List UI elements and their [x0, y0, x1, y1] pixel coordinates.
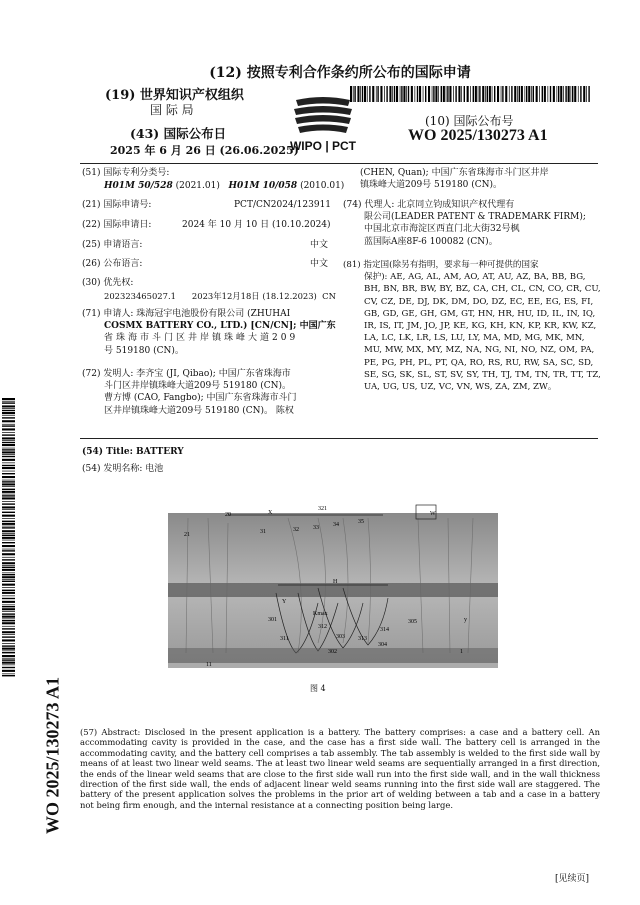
- barcode-bar: [392, 86, 393, 102]
- barcode-bar: [369, 86, 370, 102]
- barcode-bar: [2, 674, 15, 675]
- barcode-bar: [565, 86, 566, 102]
- barcode-bar: [536, 86, 538, 102]
- barcode-bar: [467, 86, 469, 102]
- barcode-bar: [544, 86, 546, 102]
- barcode-bar: [2, 533, 15, 534]
- figure-label: 20: [225, 512, 231, 518]
- barcode-bar: [2, 598, 15, 599]
- barcode-bar: [423, 86, 424, 102]
- document-title: (12) 按照专利合作条约所公布的国际申请: [209, 65, 471, 81]
- barcode-bar: [2, 440, 15, 441]
- barcode-bar: [417, 86, 418, 102]
- barcode-bar: [492, 86, 493, 102]
- barcode-bar: [514, 86, 516, 102]
- barcode-bar: [438, 86, 439, 102]
- barcode-bar: [447, 86, 448, 102]
- barcode-bar: [2, 459, 15, 461]
- barcode-bar: [2, 491, 15, 493]
- field-74: (74) 代理人: 北京同立钧成知识产权代理有 限公司(LEADER PATENT & TRADEMARK FIRM); 中国北京市海淀区西直门北大街32号枫 蓝国际A座8F-6 100082 (CN)。: [343, 200, 586, 247]
- barcode-bar: [464, 86, 465, 102]
- barcode-bar: [572, 86, 573, 102]
- barcode-bar: [2, 631, 15, 633]
- barcode-bar: [2, 619, 15, 620]
- header-divider: [80, 163, 598, 164]
- barcode-bar: [2, 587, 15, 588]
- barcode-bar: [376, 86, 377, 102]
- barcode-bar: [487, 86, 488, 102]
- barcode-bar: [2, 428, 15, 430]
- field-81: (81) 指定国(除另有指明，要求每一种可提供的国家 保护): AE, AG, AL, AM, AO, AT, AU, AZ, BA, BB, BG, BH, BN, BR, BW, BY, BZ, CA, CH, CL, CN, CO, CR, CU, CV, CZ, DE, DJ, DK, DM, DO, DZ, EC, EE, EG, ES, FI, GB, GD, GE, GH, GM, GT, HN, HR, HU, ID, IL, IN, IQ, IR, IS, IT, JM, JO, JP, KE, KG, KH, KN, KP, KR, KW, KZ, LA, LC, LK, LR, LS, LU, LY, MA, MD, MG, MK, MN, MU, MW, MX, MY, MZ, NA, NG, NI, NO, NZ, OM, PA, PE, PG, PH, PL, PT, QA, RO, RS, RU, RW, SA, SC, SD, SE, SG, SK, SL, ST, SV, SY, TH, TJ, TM, TN, TR, TT, TZ, UA, UG, US, UZ, VC, VN, WS, ZA, ZM, ZW。: [343, 260, 601, 393]
- barcode-bar: [2, 596, 15, 597]
- figure-label: 1: [460, 649, 463, 655]
- weld-micrograph: [168, 503, 498, 675]
- barcode-bar: [571, 86, 572, 102]
- barcode-bar: [2, 611, 15, 612]
- barcode-bar: [2, 658, 15, 659]
- pub-date-label: (43) 国际公布日: [130, 126, 227, 141]
- barcode-bar: [2, 530, 15, 532]
- figure-label: 35: [358, 519, 364, 525]
- barcode-bar: [2, 545, 15, 547]
- barcode-bar: [2, 655, 15, 657]
- barcode-bar: [2, 639, 15, 641]
- barcode-bar: [509, 86, 510, 102]
- barcode-bar: [2, 574, 15, 575]
- barcode-bar: [2, 497, 15, 499]
- barcode-bar: [558, 86, 559, 102]
- barcode-bar: [441, 86, 442, 102]
- barcode-bar: [408, 86, 409, 102]
- barcode-bar: [2, 501, 15, 502]
- barcode-bar: [2, 494, 15, 495]
- barcode-bar: [2, 410, 15, 411]
- barcode-bar: [517, 86, 518, 102]
- barcode-bar: [470, 86, 471, 102]
- barcode-bar: [425, 86, 426, 102]
- figure-label: Y: [282, 599, 287, 605]
- field-22-label: (22) 国际申请日:: [82, 220, 152, 230]
- field-30-value: 202323465027.1 2023年12月18日 (18.12.2023) CN: [104, 291, 336, 301]
- barcode-bar: [521, 86, 523, 102]
- barcode-bar: [479, 86, 480, 102]
- barcode-bar: [548, 86, 549, 102]
- barcode-bar: [2, 549, 15, 550]
- pub-no: WO 2025/130273 A1: [408, 127, 548, 144]
- barcode-bar: [2, 559, 15, 560]
- barcode-bar: [2, 432, 15, 433]
- title-en: (54) Title: BATTERY: [82, 447, 184, 457]
- barcode-bar: [478, 86, 479, 102]
- barcode-bar: [2, 442, 15, 443]
- org-name: (19) 世界知识产权组织: [105, 88, 244, 103]
- barcode-bar: [2, 476, 15, 478]
- figure-caption: 图 4: [310, 684, 326, 693]
- barcode-bar: [2, 667, 15, 668]
- barcode-bar: [568, 86, 570, 102]
- figure-label: W: [430, 511, 436, 517]
- barcode-bar: [473, 86, 474, 102]
- barcode-bar: [2, 420, 15, 422]
- figure-label: H: [333, 579, 338, 585]
- barcode-bar: [2, 456, 15, 457]
- barcode-bar: [560, 86, 562, 102]
- barcode-bar: [2, 620, 15, 621]
- barcode-bar: [2, 628, 15, 629]
- figure-label: 34: [333, 522, 339, 528]
- barcode-bar: [2, 540, 15, 541]
- figure-label: X: [268, 510, 273, 516]
- barcode-bar: [419, 86, 421, 102]
- barcode-bar: [2, 526, 15, 527]
- barcode-bar: [377, 86, 378, 102]
- barcode-bar: [433, 86, 434, 102]
- barcode-bar: [2, 670, 15, 672]
- barcode-bar: [2, 506, 15, 508]
- barcode-bar: [2, 448, 15, 449]
- figure-label: 304: [378, 642, 387, 648]
- barcode-bar: [432, 86, 433, 102]
- barcode-bar: [2, 437, 15, 439]
- barcode-bar: [455, 86, 456, 102]
- barcode-bar: [511, 86, 512, 102]
- figure-label: 313: [358, 636, 367, 642]
- barcode-bar: [2, 675, 15, 676]
- barcode-bar: [2, 483, 15, 485]
- field-21-value: PCT/CN2024/123911: [234, 200, 332, 210]
- barcode-bar: [539, 86, 540, 102]
- barcode-bar: [2, 495, 15, 496]
- field-71: (71) 申请人: 珠海冠宇电池股份有限公司 (ZHUHAI COSMX BATTERY CO., LTD.) [CN/CN]; 中国广东 省珠海市斗门区井岸镇珠峰大道209 号 519180 (CN)。: [82, 309, 336, 356]
- barcode-bar: [2, 613, 15, 614]
- barcode-bar: [2, 659, 15, 660]
- barcode-bar: [2, 605, 15, 606]
- figure-label: 311: [280, 636, 289, 642]
- barcode-bar: [384, 86, 385, 102]
- barcode-bar: [2, 634, 15, 635]
- barcode-bar: [2, 581, 15, 582]
- barcode-bar: [2, 569, 15, 571]
- field-26-label: (26) 公布语言:: [82, 259, 143, 269]
- barcode-bar: [2, 415, 15, 416]
- barcode-bar: [2, 592, 15, 594]
- barcode-bar: [497, 86, 499, 102]
- barcode-bar: [2, 645, 15, 646]
- barcode-bar: [428, 86, 430, 102]
- barcode-bar: [2, 444, 15, 446]
- barcode-side-icon: [2, 398, 15, 678]
- barcode-bar: [505, 86, 507, 102]
- barcode-bar: [406, 86, 407, 102]
- barcode-bar: [2, 424, 15, 425]
- barcode-bar: [2, 512, 15, 513]
- barcode-bar: [533, 86, 534, 102]
- figure-label: 11: [206, 662, 212, 668]
- barcode-bar: [2, 515, 15, 517]
- figure-label: 31: [260, 529, 266, 535]
- barcode-bar: [403, 86, 405, 102]
- barcode-bar: [2, 662, 15, 664]
- barcode-bar: [2, 648, 15, 650]
- figure-label: 303: [336, 634, 345, 640]
- barcode-bar: [526, 86, 527, 102]
- barcode-bar: [494, 86, 495, 102]
- figure-label: 301: [268, 617, 277, 623]
- figure-label: y: [464, 617, 467, 623]
- barcode-bar: [2, 521, 15, 522]
- barcode-bar: [2, 503, 15, 504]
- barcode-bar: [2, 542, 15, 543]
- barcode-bar: [446, 86, 447, 102]
- barcode-bar: [2, 402, 15, 403]
- barcode-bar: [380, 86, 382, 102]
- barcode-bar: [2, 449, 15, 450]
- barcode-bar: [2, 651, 15, 652]
- field-25-label: (25) 申请语言:: [82, 240, 143, 250]
- barcode-bar: [553, 86, 555, 102]
- barcode-bar: [2, 665, 15, 666]
- barcode-bar: [2, 481, 15, 482]
- barcode-bar: [2, 467, 15, 469]
- barcode-bar: [528, 86, 530, 102]
- barcode-bar: [2, 537, 15, 539]
- pub-date: 2025 年 6 月 26 日 (26.06.2025): [110, 144, 299, 157]
- body-divider: [80, 438, 598, 439]
- weld-figure: [168, 503, 498, 675]
- figure-label: Kmax: [313, 611, 328, 617]
- barcode-bar: [2, 553, 15, 555]
- barcode-bar: [2, 565, 15, 566]
- barcode-bar: [2, 601, 15, 603]
- barcode-bar: [389, 86, 391, 102]
- figure-label: 312: [318, 624, 327, 630]
- barcode-bar: [2, 509, 15, 510]
- field-72-continued: (CHEN, Quan); 中国广东省珠海市斗门区井岸 镇珠峰大道209号 519180 (CN)。: [360, 168, 549, 191]
- barcode-bar: [2, 489, 15, 490]
- barcode-bar: [461, 86, 462, 102]
- field-51-value: H01M 50/528 (2021.01) H01M 10/058 (2010.01): [104, 181, 345, 191]
- barcode-bar: [2, 408, 15, 409]
- barcode-bar: [2, 523, 15, 525]
- barcode-bar: [2, 606, 15, 607]
- barcode-bar: [485, 86, 486, 102]
- figure-label: 305: [408, 619, 417, 625]
- barcode-bar: [525, 86, 526, 102]
- field-51-label: (51) 国际专利分类号:: [82, 168, 170, 178]
- barcode-bar: [2, 451, 15, 453]
- barcode-bar: [458, 86, 460, 102]
- barcode-bar: [2, 636, 15, 637]
- barcode-bar: [550, 86, 551, 102]
- barcode-bar: [2, 616, 15, 618]
- barcode-bar: [435, 86, 437, 102]
- wipo-logo: [278, 96, 368, 156]
- barcode-bar: [2, 579, 15, 580]
- barcode-bar: [2, 473, 15, 474]
- barcode-bar: [411, 86, 413, 102]
- field-21-label: (21) 国际申请号:: [82, 200, 152, 210]
- barcode-bar: [489, 86, 491, 102]
- barcode-bar: [475, 86, 477, 102]
- field-25-value: 中文: [310, 240, 329, 250]
- figure-label: 21: [184, 532, 190, 538]
- barcode-bar: [2, 518, 15, 519]
- barcode-bar: [583, 86, 585, 102]
- barcode-bar: [2, 471, 15, 472]
- barcode-bar: [557, 86, 558, 102]
- barcode-bar: [580, 86, 581, 102]
- barcode-bar: [2, 401, 15, 402]
- barcode-bar: [401, 86, 402, 102]
- barcode-bar: [519, 86, 520, 102]
- barcode-bar: [2, 535, 15, 536]
- barcode-bar: [586, 86, 587, 102]
- barcode-bar: [2, 608, 15, 610]
- barcode-bar: [400, 86, 401, 102]
- pub-no-label: (10) 国际公布号: [425, 114, 514, 128]
- field-26-value: 中文: [310, 259, 329, 269]
- barcode-bar: [2, 584, 15, 586]
- barcode-bar: [2, 562, 15, 564]
- figure-label: 302: [328, 649, 337, 655]
- barcode-bar: [574, 86, 576, 102]
- barcode-bar: [2, 454, 15, 455]
- barcode-bar: [531, 86, 532, 102]
- field-72: (72) 发明人: 李齐宝 (JI, Qibao); 中国广东省珠海市 斗门区井岸镇珠峰大道209号 519180 (CN)。 曹方博 (CAO, Fangbo); 中国广东省珠海市斗门 区井岸镇珠峰大道209号 519180 (CN)。 陈权: [82, 369, 297, 416]
- side-publication-number: WO 2025/130273 A1: [42, 677, 63, 835]
- field-22-value: 2024 年 10 月 10 日 (10.10.2024): [182, 220, 331, 230]
- barcode-bar: [2, 463, 15, 464]
- barcode-bar: [563, 86, 564, 102]
- barcode-bar: [2, 398, 15, 400]
- barcode-bar: [2, 527, 15, 528]
- barcode-bar: [2, 626, 15, 627]
- barcode-bar: [2, 622, 15, 624]
- title-cn: (54) 发明名称: 电池: [82, 464, 164, 474]
- figure-label: 314: [380, 627, 389, 633]
- barcode-bar: [2, 434, 15, 435]
- barcode-bar: [394, 86, 395, 102]
- barcode-bar: [2, 486, 15, 487]
- barcode-bar: [449, 86, 451, 102]
- barcode-bar: [2, 465, 15, 466]
- barcode-bar: [2, 652, 15, 653]
- barcode-bar: [578, 86, 579, 102]
- barcode-bar: [2, 405, 15, 407]
- barcode-top-icon: [350, 86, 590, 102]
- barcode-bar: [542, 86, 543, 102]
- barcode-bar: [2, 590, 15, 591]
- barcode-bar: [2, 550, 15, 551]
- abstract: (57) Abstract: Disclosed in the present application is a battery. The battery comprises: a case and a battery cell. An accommodating cavity is provided in the case, and the case has a first side wall. The battery cell is arranged in the accommodating cavity, and the battery cell comprises a tab assembly. The tab assembly is welded to the first side wall by means of at least two linear weld seams. The at least two linear weld seams are sequentially arranged in a first direction, the ends of the linear weld seams that are close to the first side wall run into the first side wall, and in the wall thickness direction of the first side wall, the ends of adjacent linear weld seams running into the first side wall are staggered. The battery of the present application solves the problems in the prior art of welding between a tab and a case in a battery not being firm enough, and the internal resistance at a connecting position being large.: [80, 727, 600, 810]
- figure-label: 33: [313, 525, 319, 531]
- barcode-bar: [482, 86, 484, 102]
- barcode-bar: [2, 567, 15, 568]
- barcode-bar: [386, 86, 387, 102]
- barcode-bar: [443, 86, 445, 102]
- barcode-bar: [2, 576, 15, 578]
- continued-note: [见续页]: [555, 874, 590, 884]
- barcode-bar: [2, 573, 15, 574]
- barcode-bar: [2, 480, 15, 481]
- barcode-bar: [2, 643, 15, 644]
- wipo-emblem-icon: [278, 96, 368, 156]
- barcode-bar: [2, 417, 15, 418]
- barcode-bar: [2, 425, 15, 426]
- barcode-bar: [588, 86, 589, 102]
- barcode-bar: [502, 86, 503, 102]
- barcode-bar: [2, 557, 15, 558]
- barcode-bar: [453, 86, 454, 102]
- barcode-bar: [372, 86, 374, 102]
- figure-label: 321: [318, 506, 327, 512]
- barcode-bar: [2, 412, 15, 414]
- wipo-logo-text: WIPO | PCT: [289, 139, 357, 153]
- barcode-bar: [501, 86, 502, 102]
- figure-label: 32: [293, 527, 299, 533]
- barcode-bar: [415, 86, 416, 102]
- org-bureau: 国 际 局: [150, 103, 194, 117]
- field-30-label: (30) 优先权:: [82, 278, 134, 288]
- barcode-bar: [396, 86, 398, 102]
